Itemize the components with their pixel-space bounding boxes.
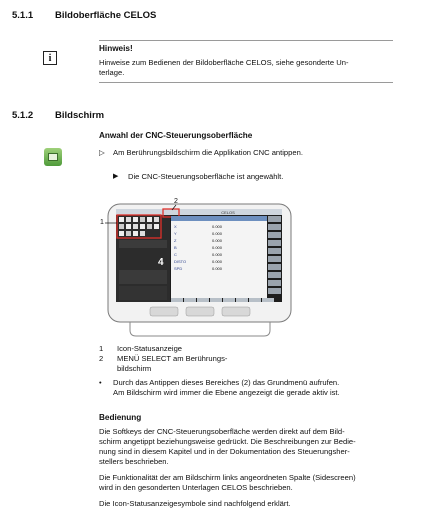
screen-top-bar	[116, 209, 282, 215]
section-title-511: Bildoberfläche CELOS	[55, 10, 157, 21]
axis-value: 0.000	[211, 224, 222, 229]
result-text: Die CNC-Steuerungsoberfläche ist angewählt.	[128, 172, 284, 181]
axis-value: 0.000	[211, 238, 222, 243]
panel-stand	[130, 322, 270, 336]
axis-value: 0.000	[211, 231, 222, 236]
selection-heading: Anwahl der CNC-Steuerungsoberfläche	[99, 131, 253, 140]
operation-p2-l1: Die Funktionalität der am Bildschirm links angeordneten Spalte (Sidescreen)	[99, 473, 356, 482]
operation-p1-l2: schirm angetippt beziehungsweise gedrückt. Die Beschreibungen zur Bedie-	[99, 437, 356, 446]
legend-text-2a: MENÜ SELECT am Berührungs-	[117, 354, 228, 363]
celos-logo: CELOS	[221, 210, 235, 215]
bullet-marker: •	[99, 378, 102, 387]
axis-label: C	[174, 252, 177, 257]
big-digit: 4	[158, 257, 164, 268]
celos-panel-figure	[0, 190, 424, 340]
bullet-line1: Durch das Antippen dieses Bereiches (2) das Grundmenü aufrufen.	[113, 378, 340, 387]
section-number-511: 5.1.1	[12, 10, 34, 21]
cnc-app-icon	[44, 148, 62, 166]
note-text-line1: Hinweise zum Bedienen der Bildoberfläche CELOS, siehe gesonderte Un-	[99, 58, 349, 67]
step-marker: ▷	[99, 148, 105, 157]
axis-label: SPD	[174, 266, 183, 271]
note-top-rule	[99, 40, 393, 41]
axis-label: Y	[174, 231, 177, 236]
callout-2: 2	[174, 198, 178, 205]
operation-p3: Die Icon-Statusanzeigesymbole sind nachfolgend erklärt.	[99, 499, 291, 508]
note-bottom-rule	[99, 82, 393, 83]
bullet-line2: Am Bildschirm wird immer die Ebene angezeigt die gerade aktiv ist.	[113, 388, 340, 397]
section-title-512: Bildschirm	[55, 110, 105, 121]
legend-text-1: Icon-Statusanzeige	[117, 344, 183, 353]
section-number-512: 5.1.2	[12, 110, 34, 121]
axis-label: B	[174, 245, 177, 250]
axis-label: X	[174, 224, 177, 229]
info-icon: i	[43, 51, 57, 65]
step-text: Am Berührungsbildschirm die Applikation CNC antippen.	[113, 148, 303, 157]
note-text-line2: terlage.	[99, 68, 125, 77]
operation-p1-l1: Die Softkeys der CNC-Steuerungsoberfläche werden direkt auf dem Bild-	[99, 427, 345, 436]
result-marker: ▶	[113, 173, 119, 180]
note-heading: Hinweis!	[99, 44, 133, 53]
axis-value: 0.000	[211, 245, 222, 250]
axis-value: 0.000	[211, 266, 222, 271]
operation-heading: Bedienung	[99, 413, 142, 422]
axis-value: 0.000	[211, 259, 222, 264]
operation-p2-l2: wird in den gesonderten Unterlagen CELOS beschrieben.	[99, 483, 293, 492]
operation-p1-l3: nung sind in diesem Kapitel und in der Dokumentation des Steuerungsher-	[99, 447, 350, 456]
legend-num-1: 1	[99, 344, 104, 353]
legend-text-2b: bildschirm	[117, 364, 152, 373]
housing-keys	[150, 307, 250, 316]
legend-num-2: 2	[99, 354, 104, 363]
axis-label: DISTO	[174, 259, 187, 264]
operation-p1-l4: stellers beschrieben.	[99, 457, 169, 466]
callout-1: 1	[100, 219, 104, 226]
axis-label: Z	[174, 238, 177, 243]
axis-value: 0.000	[211, 252, 222, 257]
